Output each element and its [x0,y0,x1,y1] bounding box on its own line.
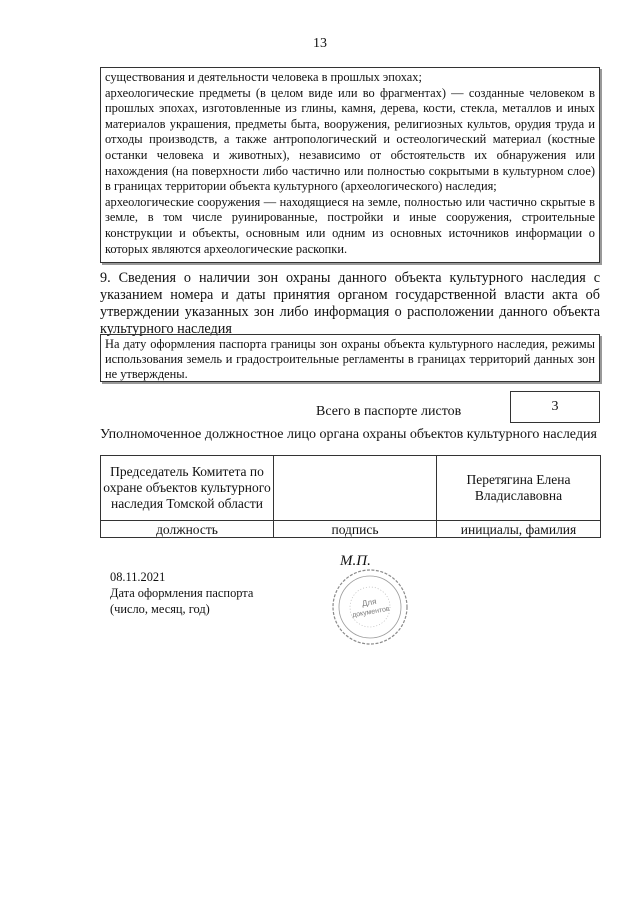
caption-signature: подпись [274,521,437,538]
definition-line-1: существования и деятельности человека в прошлых эпохах; [105,70,422,84]
section-9-heading: 9. Сведения о наличии зон охраны данного объекта культурного наследия с указанием номера и даты принятия органом государственной власти акта об утверждении указанных зон либо информация о расположении данного объекта культурного наследия [100,270,600,337]
official-seal [330,565,410,650]
date-block [110,569,253,617]
seal-text: Для [361,596,378,609]
date-format-hint: (число, месяц, год) [110,602,210,616]
stamp-place-mark: М.П. [340,553,371,569]
date-label: Дата оформления паспорта [110,586,254,600]
date-value: 08.11.2021 [110,570,166,584]
total-sheets-label: Всего в паспорте листов [316,404,462,419]
archaeology-definitions-box [100,67,600,263]
protection-zones-box: На дату оформления паспорта границы зон охраны объекта культурного наследия, режимы использования земель и градостроительные регламенты в границах территорий данных зон не утверждены. [100,334,600,382]
definition-archaeological-items: археологические предметы (в целом виде или во фрагментах) — созданные человеком в прошлых эпохах, изготовленные из глины, камня, дерева, кости, стекла, металлов и иных материалов украшения, предметы быта, вооружения, религиозных культов, орудия труда и отходы производств, а также антропологический и остеологический материал (костные останки человека и животных), независимо от обстоятельств их обнаружения или нахождения (на поверхности либо частично или полностью сокрытыми в культурном слое) в границах территории объекта культурного (археологического) наследия; [105,85,595,194]
authorized-officer-label: Уполномоченное должностное лицо органа охраны объектов культурного наследия [100,427,597,442]
caption-name: инициалы, фамилия [437,521,601,538]
position-cell: Председатель Комитета по охране объектов культурного наследия Томской области [101,456,274,521]
signature-table [100,455,601,538]
seal-text-2: документов [351,605,391,620]
definition-archaeological-structures: археологические сооружения — находящиеся на земле, полностью или частично скрытые в земле, в том числе руинированные, постройки и иные сооружения, строительные конструкции и объекты, основным или одним из основных источников информации о которых являются археологические раскопки. [105,194,595,256]
name-cell: Перетягина Елена Владиславовна [437,456,601,521]
signature-cell [274,456,437,521]
total-sheets-value: 3 [510,391,600,423]
caption-position: должность [101,521,274,538]
page-number: 13 [313,36,327,51]
